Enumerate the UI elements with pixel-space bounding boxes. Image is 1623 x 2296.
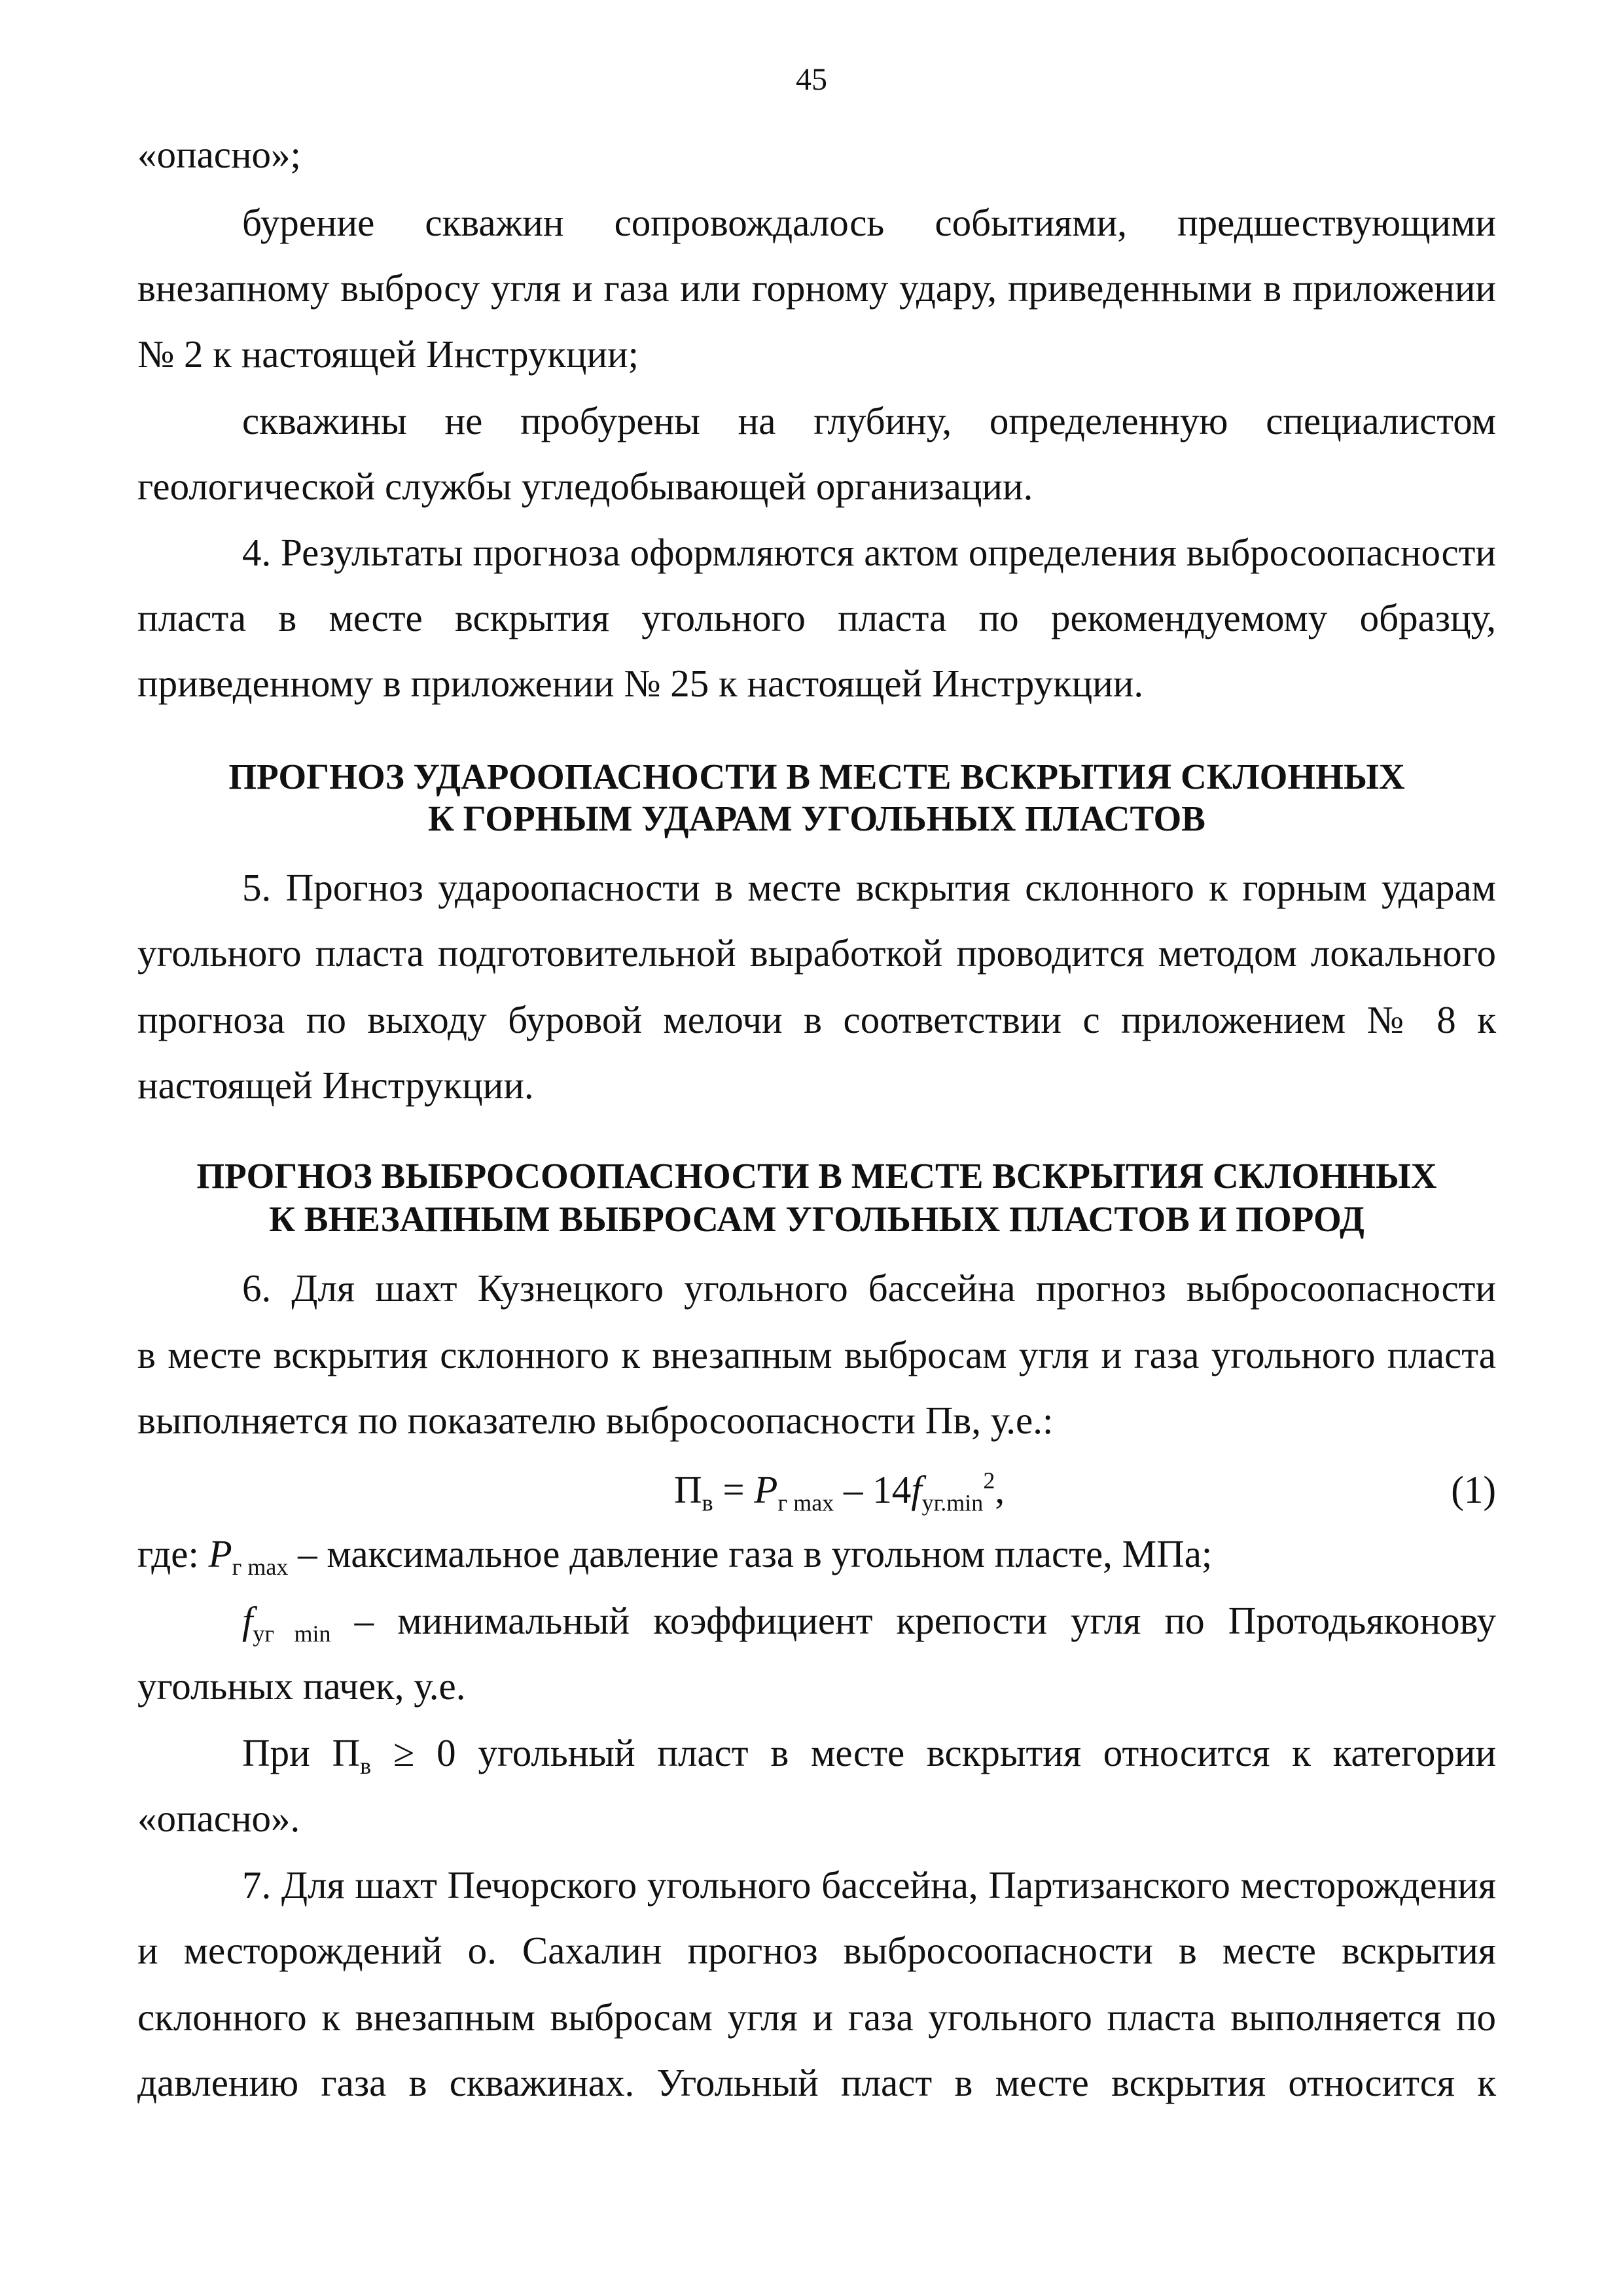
text-line: настоящей Инструкции. bbox=[137, 1064, 534, 1107]
text-line: № 2 к настоящей Инструкции; bbox=[137, 332, 639, 376]
where-label: где: bbox=[137, 1532, 199, 1575]
text-line: пласта в месте вскрытия угольного пласта по рекомендуемому образцу, bbox=[137, 596, 1496, 639]
text-line: приведенному в приложении № 25 к настоящей Инструкции. bbox=[137, 662, 1144, 705]
text-line: и месторождений о. Сахалин прогноз выбросоопасности в месте вскрытия bbox=[137, 1929, 1496, 1972]
text-line: «опасно»; bbox=[137, 133, 301, 176]
section-heading: К ВНЕЗАПНЫМ ВЫБРОСАМ УГОЛЬНЫХ ПЛАСТОВ И ПОРОД bbox=[269, 1199, 1364, 1239]
text-line: 4. Результаты прогноза оформляются актом определения выбросоопасности bbox=[242, 531, 1496, 574]
equation-number: (1) bbox=[1451, 1468, 1496, 1511]
text-line: склонного к внезапным выбросам угля и газа угольного пласта выполняется по bbox=[137, 1996, 1496, 2039]
text-line: 7. Для шахт Печорского угольного бассейна, Партизанского месторождения bbox=[242, 1863, 1496, 1907]
text-line: давлению газа в скважинах. Угольный пласт в месте вскрытия относится к bbox=[137, 2061, 1496, 2104]
section-heading: ПРОГНОЗ УДАРООПАСНОСТИ В МЕСТЕ ВСКРЫТИЯ СКЛОННЫХ bbox=[228, 757, 1405, 797]
section-heading: К ГОРНЫМ УДАРАМ УГОЛЬНЫХ ПЛАСТОВ bbox=[428, 798, 1205, 838]
definition-text: – минимальный коэффициент крепости угля по Протодьяконову bbox=[354, 1599, 1497, 1642]
formula: $П_в = P_{г max} - 14f_{уг.min}^2$, bbox=[674, 1467, 1005, 1516]
text-line: прогноза по выходу буровой мелочи в соответствии с приложением № 8 к bbox=[137, 998, 1496, 1041]
text-line: угольного пласта подготовительной выработкой проводится методом локального bbox=[137, 931, 1496, 975]
text-line: скважины не пробурены на глубину, определенную специалистом bbox=[242, 399, 1496, 442]
page-number: 45 bbox=[796, 62, 827, 97]
text-line: угольных пачек, у.е. bbox=[137, 1664, 466, 1708]
when-label: При bbox=[242, 1731, 310, 1774]
condition-text: угольный пласт в месте вскрытия относится к категории bbox=[478, 1731, 1497, 1774]
text-line: 5. Прогноз удароопасности в месте вскрытия склонного к горным ударам bbox=[242, 866, 1496, 909]
text-line: внезапному выбросу угля и газа или горному удару, приведенными в приложении bbox=[137, 266, 1496, 310]
section-heading: ПРОГНОЗ ВЫБРОСООПАСНОСТИ В МЕСТЕ ВСКРЫТИЯ СКЛОННЫХ bbox=[196, 1156, 1437, 1196]
text-line: геологической службы угледобывающей организации. bbox=[137, 465, 1033, 508]
text-line: выполняется по показателю выбросоопасности Пв, у.е.: bbox=[137, 1399, 1054, 1442]
formula-row bbox=[137, 1466, 1496, 1516]
text-line: «опасно». bbox=[137, 1797, 300, 1840]
text-line: в месте вскрытия склонного к внезапным выбросам угля и газа угольного пласта bbox=[137, 1333, 1496, 1376]
text-line: При $П_в \ge 0$ угольный пласт в месте вскрытия относится к категории bbox=[242, 1731, 1497, 1779]
text-line: бурение скважин сопровождалось событиями, предшествующими bbox=[242, 201, 1496, 244]
text-line: $f_{уг min}$ – минимальный коэффициент крепости угля по Протодьяконову bbox=[242, 1599, 1497, 1647]
text-line: 6. Для шахт Кузнецкого угольного бассейна прогноз выбросоопасности bbox=[242, 1266, 1496, 1310]
definition-text: – максимальное давление газа в угольном пласте, МПа; bbox=[298, 1532, 1213, 1575]
text-line: где: $P_{г max}$ – максимальное давление газа в угольном пласте, МПа; bbox=[137, 1532, 1213, 1580]
